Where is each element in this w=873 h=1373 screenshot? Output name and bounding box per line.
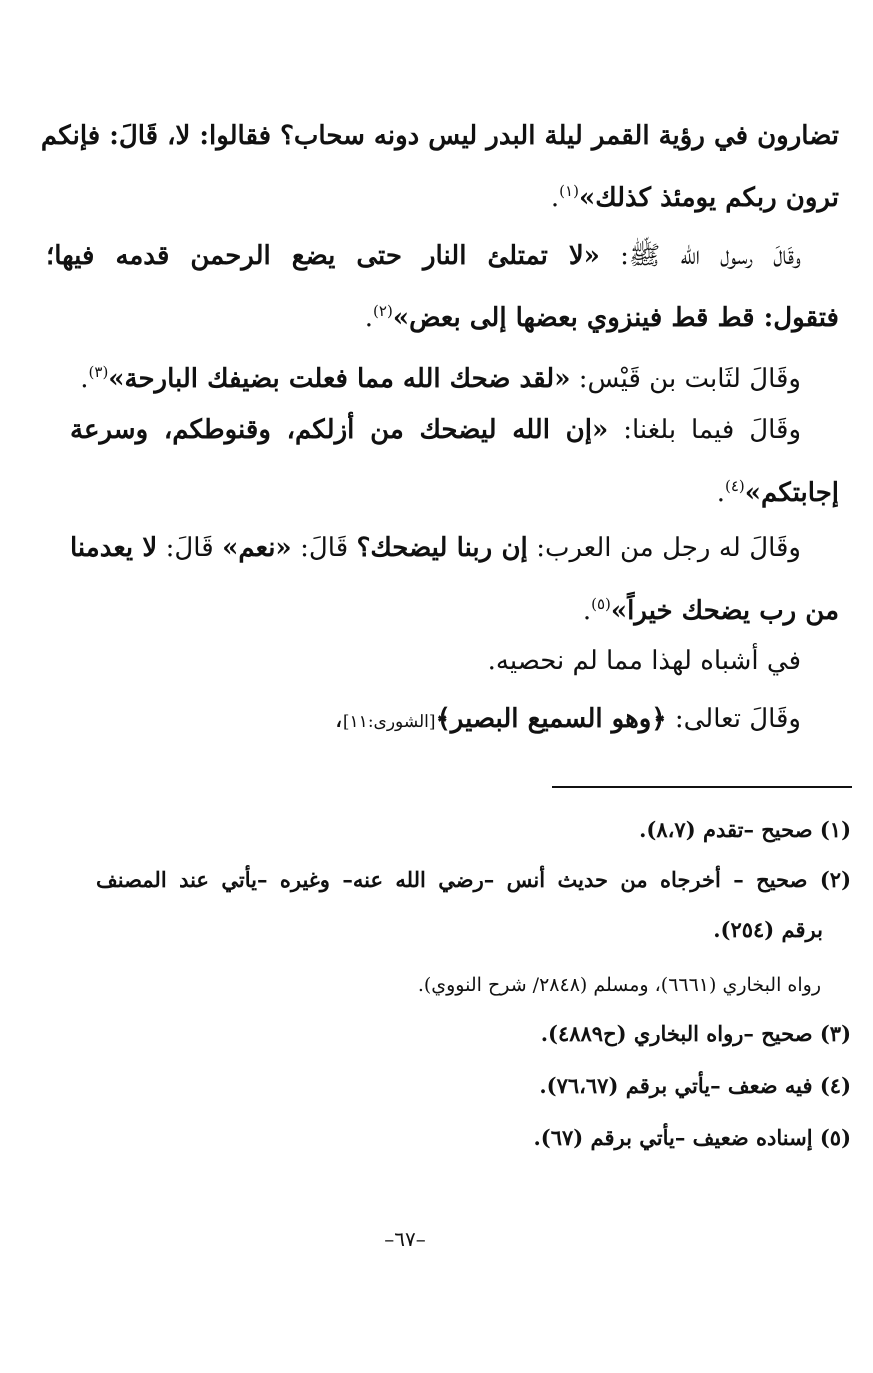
text-run: من رب يضحك خيراً» — [610, 596, 839, 626]
text-run: قَالَ: — [157, 533, 223, 563]
text-run: إجابتكم» — [744, 478, 839, 508]
text-line-2 — [60, 171, 839, 211]
footnote-3: (٣) صحيح –رواه البخاري (ح٤٨٨٩). — [540, 1021, 851, 1046]
text-run: وقَالَ تعالى: — [666, 704, 801, 734]
text-run: . — [80, 364, 89, 394]
text-line-3 — [46, 236, 801, 276]
page-number: –٦٧– — [384, 1227, 426, 1251]
text-line-7 — [60, 466, 839, 506]
footnote-2-continued: برقم (٢٥٤). — [713, 917, 823, 942]
text-run: «لا تمتلئ النار حتى يضع الرحمن قدمه فيها؛ — [46, 241, 600, 271]
footnote-marker: (٣) — [88, 363, 109, 381]
footnote-marker: (٢) — [373, 302, 393, 320]
text-run: . — [716, 478, 725, 508]
text-run: ﴿وهو السميع البصير﴾ — [435, 704, 667, 734]
footnote-2: (٢) صحيح – أخرجاه من حديث أنس –رضي الله عنه– وغيره –يأتي عند المصنف — [96, 867, 851, 892]
footnote-2-note: رواه البخاري (٦٦٦١)، ومسلم (٢٨٤٨/ شرح النووي). — [417, 974, 821, 996]
footnote-marker: (١) — [559, 182, 579, 200]
text-line-1 — [40, 116, 839, 156]
text-run: وقَالَ فيما بلغنا: — [608, 415, 802, 445]
text-line-4 — [60, 291, 839, 331]
text-run: لا يعدمنا — [70, 533, 158, 563]
footnote-marker: (٥) — [591, 595, 611, 613]
text-run: وقَالَ له رجل من العرب: — [527, 533, 801, 563]
footnote-separator — [552, 786, 852, 788]
text-run: «إن الله ليضحك من أزلكم، وقنوطكم، وسرعة — [70, 415, 609, 445]
footnote-4: (٤) فيه ضعف –يأتي برقم (٧٦،٦٧). — [539, 1073, 851, 1098]
footnote-5: (٥) إسناده ضعيف –يأتي برقم (٦٧). — [533, 1125, 851, 1150]
text-run: . — [550, 183, 560, 213]
text-line-6 — [70, 410, 801, 450]
text-run: قَالَ: — [291, 533, 357, 563]
text-run: وقَالَ رسول الله ﷺ: — [599, 241, 802, 271]
text-run: إن ربنا ليضحك؟ — [356, 533, 528, 563]
text-run: تضارون في رؤية القمر ليلة البدر ليس دونه سحاب؟ فقالوا: لا، قَالَ: فإنكم — [40, 121, 839, 151]
text-run: في أشباه لهذا مما لم نحصيه. — [487, 646, 801, 676]
footnote-1: (١) صحيح –تقدم (٨،٧). — [639, 817, 851, 842]
text-run: «نعم» — [222, 533, 292, 563]
text-run: ترون ربكم يومئذ كذلك» — [578, 183, 839, 213]
text-line-9 — [60, 584, 839, 624]
text-run: «لقد ضحك الله مما فعلت بضيفك البارحة» — [108, 364, 571, 394]
text-run: . — [364, 303, 374, 333]
text-run: . — [582, 596, 592, 626]
footnote-marker: (٤) — [725, 477, 745, 495]
text-run: فتقول: قط قط فينزوي بعضها إلى بعض» — [392, 303, 839, 333]
text-line-5 — [60, 352, 801, 392]
text-line-11 — [60, 699, 801, 739]
text-run: [الشورى:١١] — [342, 712, 436, 732]
text-run: وقَالَ لثَابت بن قَيْس: — [570, 364, 801, 394]
text-run: ، — [334, 704, 343, 734]
text-line-8 — [70, 528, 801, 568]
text-line-10 — [60, 641, 801, 681]
